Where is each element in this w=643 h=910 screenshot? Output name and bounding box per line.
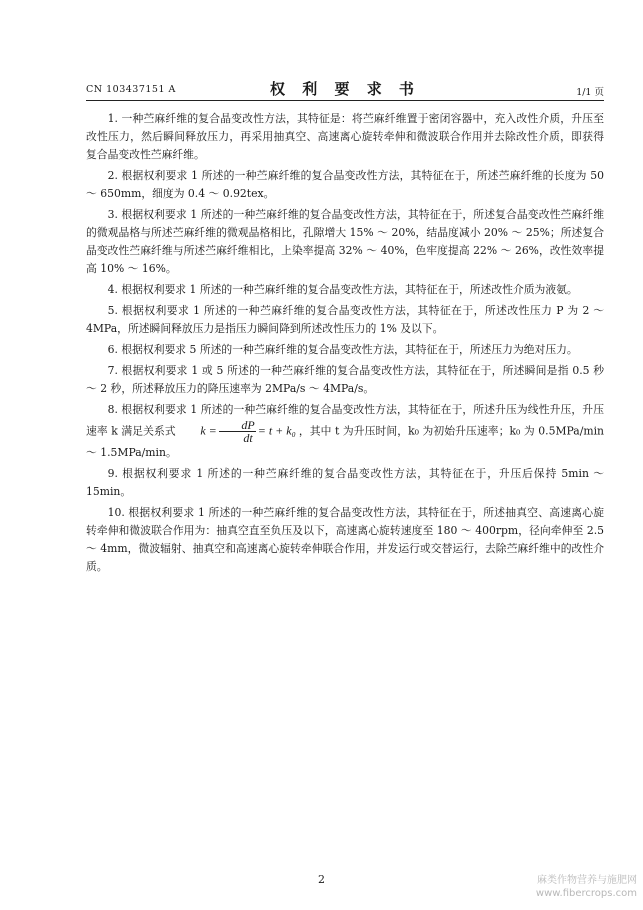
claim-8-before: 8. 根据权利要求 1 所述的一种苎麻纤维的复合晶变改性方法，其特征在于，所述升压为线性升压，升压速率 k 满足关系式: [86, 403, 604, 438]
claim-5: 5. 根据权利要求 1 所述的一种苎麻纤维的复合晶变改性方法，其特征在于，所述改性压力 P 为 2 ～ 4MPa，所述瞬间释放压力是指压力瞬间降到所述改性压力的 1% 及以下。: [86, 304, 604, 335]
watermark-line-1: 麻类作物营养与施肥网: [537, 875, 637, 886]
site-watermark: [536, 874, 637, 900]
claim-10: 10. 根据权利要求 1 所述的一种苎麻纤维的复合晶变改性方法，其特征在于，所述抽真空、高速离心旋转牵伸和微波联合作用为：抽真空直至负压及以下，高速离心旋转速度至 180 ～ 400rpm，径向牵伸至 2.5 ～ 4mm，微波辐射、抽真空和高速离心旋转牵伸联合作用，并发运行或交替运行，去除苎麻纤维中的改性介质。: [86, 506, 604, 573]
rate-formula: [179, 419, 296, 444]
claim-1: 1. 一种苎麻纤维的复合晶变改性方法，其特征是：将苎麻纤维置于密闭容器中，充入改性介质，升压至改性压力，然后瞬间释放压力，再采用抽真空、高速离心旋转牵伸和微波联合作用并去除改性介质，即获得复合晶变改性苎麻纤维。: [86, 112, 604, 161]
claim-3: 3. 根据权利要求 1 所述的一种苎麻纤维的复合晶变改性方法，其特征在于，所述复合晶变改性苎麻纤维的微观晶格与所述苎麻纤维的微观晶格相比，孔隙增大 15% ～ 20%，结晶度减小 20% ～ 25%；所述复合晶变改性苎麻纤维与所述苎麻纤维相比，上染率提高 32% ～ 40%，色牢度提高 22% ～ 26%，改性效率提高 10% ～ 16%。: [86, 208, 604, 275]
document-header: [86, 78, 604, 100]
claim-7: 7. 根据权利要求 1 或 5 所述的一种苎麻纤维的复合晶变改性方法，其特征在于，所述瞬间是指 0.5 秒～ 2 秒，所述释放压力的降压速率为 2MPa/s ～ 4MPa/s。: [86, 364, 604, 395]
claim-8-after: ，其中 t 为升压时间，k₀ 为初始升压速率；k₀ 为 0.5MPa/min ～ 1.5MPa/min。: [86, 424, 605, 459]
claim-9: 9. 根据权利要求 1 所述的一种苎麻纤维的复合晶变改性方法，其特征在于，升压后保持 5min ～ 15min。: [86, 467, 604, 498]
formula-rhs: = t + k₀: [257, 423, 296, 438]
formula-lhs: k =: [200, 423, 217, 438]
header-divider: [86, 100, 604, 101]
publication-number: CN 103437151 A: [86, 84, 176, 95]
page-indicator: 1/1 页: [576, 87, 604, 98]
claim-6: 6. 根据权利要求 5 所述的一种苎麻纤维的复合晶变改性方法，其特征在于，所述压力为绝对压力。: [107, 343, 578, 356]
page-number: 2: [318, 873, 325, 886]
claim-2: 2. 根据权利要求 1 所述的一种苎麻纤维的复合晶变改性方法，其特征在于，所述苎麻纤维的长度为 50 ～ 650mm，细度为 0.4 ～ 0.92tex。: [86, 169, 604, 200]
claim-4: 4. 根据权利要求 1 所述的一种苎麻纤维的复合晶变改性方法，其特征在于，所述改性介质为液氨。: [107, 283, 578, 296]
formula-fraction: [219, 419, 256, 444]
claims-body: [86, 110, 604, 579]
page-title: 权 利 要 求 书: [270, 80, 420, 98]
formula-numerator: dP: [219, 419, 256, 432]
claim-8: [86, 401, 604, 462]
watermark-line-2: www.fibercrops.com: [535, 888, 637, 899]
formula-denominator: dt: [243, 431, 253, 445]
